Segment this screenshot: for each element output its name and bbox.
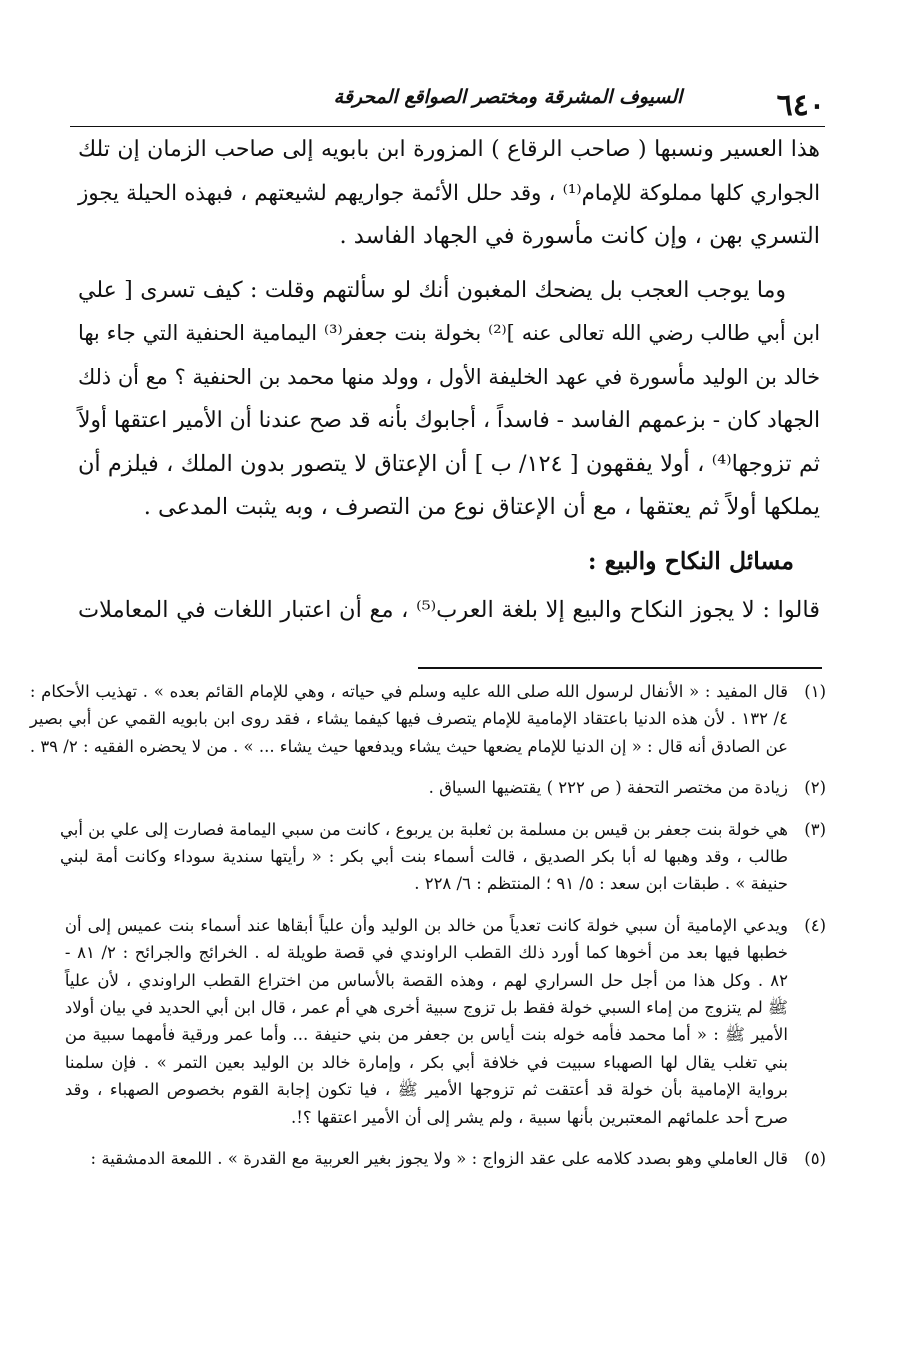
footnote-number: (١)	[804, 682, 826, 701]
paragraph	[78, 269, 820, 530]
running-title: السيوف المشرقة ومختصر الصواقع المحرقة	[333, 86, 683, 108]
footnote-number: (٥)	[804, 1149, 826, 1169]
footnote-line: زيادة من مختصر التحفة ( ص ٢٢٢ ) يقتضيها السياق .	[428, 778, 788, 798]
footnote-line: ويدعي الإمامية أن سبي خولة كانت تعدياً من خالد بن الوليد وأن علياً أبقاها عند أسماء بنت عميس إلى أن	[64, 915, 788, 935]
footnote-number: (٤)	[804, 915, 826, 935]
footnote-line: هي خولة بنت جعفر بن قيس بن مسلمة بن ثعلبة بن يربوع ، كانت من سبي اليمامة فصارت إلى علي بن أبي	[59, 819, 788, 839]
text-line: هذا العسير ونسبها ( صاحب الرقاع ) المزورة ابن بابويه إلى صاحب الزمان إن تلك	[78, 137, 820, 162]
header-rule	[70, 126, 825, 127]
footnote-number: (٣)	[804, 819, 826, 839]
text-line: الجهاد كان - بزعمهم الفاسد - فاسداً ، أجابوك بأنه قد صح عندنا أن الأمير اعتقها أولاً	[78, 408, 820, 433]
text-line: وما يوجب العجب بل يضحك المغبون أنك لو سألتهم وقلت : كيف تسرى [ علي	[78, 277, 786, 303]
footnote-text	[60, 816, 788, 898]
footnote-line: ﷺ لم يتزوج من إماء السبي خولة فقط بل تزوج سبية أخرى هي أم عمر ، قال ابن أبي الحديد في بيان أولاد	[64, 998, 788, 1018]
footnote-line: عن الصادق أنه قال : « إن الدنيا للإمام يضعها حيث يشاء ويدفعها حيث يشاء ... » . من لا يحضره الفقيه : ٢/ ٣٩ .	[29, 736, 788, 756]
footnote	[64, 912, 826, 1131]
footnote	[59, 816, 826, 898]
footnote-line: طالب ، وقد وهبها له أبا بكر الصديق ، قالت أسماء بنت أبي بكر : « رأيتها سندية سوداء وكانت أمة لبني	[59, 847, 788, 867]
footnote-line: خطبها فيها بعد من أخوها كما أورد ذلك القطب الراوندي في قصة طويلة له . الخرائج والجرائح : ٢/ ٨١ -	[64, 943, 788, 963]
footnote	[74, 1145, 826, 1172]
paragraph	[78, 128, 820, 259]
footnote-text	[74, 774, 788, 801]
text-line: ثم تزوجها⁽⁴⁾ ، أولا يفقهون [ ١٢٤/ ب ] أن الإعتاق لا يتصور بدون الملك ، فيلزم أن	[78, 450, 820, 477]
footnote-line: ٨٢ . وكل هذا من أجل حل السراري لهم ، وهذه القصة بالأساس من اختراع القطب الراوندي ، لأن علياً	[64, 970, 788, 990]
footnote-line: صرح أحد علمائهم المعتبرين بأنها سبية ، ولم يشر إلى أن الأمير اعتقها ؟!.	[291, 1107, 788, 1127]
text-line: قالوا : لا يجوز النكاح والبيع إلا بلغة العرب⁽⁵⁾ ، مع أن اعتبار اللغات في المعاملات	[78, 597, 820, 623]
footnote-line: ٤/ ١٣٢ . لأن هذه الدنيا باعتقاد الإمامية للإمام يتصرف فيها كيفما يشاء ، فقد روى ابن بابويه القمي عن أبي بصير	[29, 709, 788, 729]
footnote-number: (٢)	[804, 778, 826, 798]
footnote-separator	[418, 667, 822, 669]
text-line: خالد بن الوليد مأسورة في عهد الخليفة الأول ، وولد منها محمد بن الحنفية ؟ مع أن ذلك	[78, 364, 820, 389]
footnote-text	[74, 1145, 788, 1172]
footnote-text	[65, 912, 788, 1131]
footnote-line: قال المفيد : « الأنفال لرسول الله صلى الله عليه وسلم في حياته ، وهي للإمام القائم بعده » . تهذيب الأحكام :	[29, 682, 788, 701]
text-line: التسري بهن ، وإن كانت مأسورة في الجهاد الفاسد .	[339, 223, 820, 249]
paragraph	[78, 589, 820, 633]
text-line: يملكها أولاً ثم يعتقها ، مع أن الإعتاق نوع من التصرف ، وبه يثبت المدعى .	[143, 494, 820, 520]
footnote	[74, 774, 826, 801]
page-number: ٦٤٠	[776, 88, 825, 123]
footnote	[29, 678, 826, 760]
section-heading: مسائل النكاح والبيع :	[587, 546, 794, 575]
text-line: ابن أبي طالب رضي الله تعالى عنه ]⁽²⁾ بخولة بنت جعفر⁽³⁾ اليمامية الحنفية التي جاء بها	[78, 321, 820, 345]
footnote-line: الأمير ﷺ : « أما محمد فأمه خوله بنت أياس بن جعفر من بني حنيفة ... وأما عمر ورقية فأمهما سبية من	[64, 1025, 788, 1045]
footnote-line: حنيفة » . طبقات ابن سعد : ٥/ ٩١ ؛ المنتظم : ٦/ ٢٢٨ .	[414, 874, 788, 894]
page-header	[70, 84, 825, 130]
footnote-line: بني تغلب يقال لها الصهباء سبيت في خلافة أبي بكر ، وإمارة خالد بن الوليد بعين التمر » . فإن سلمنا	[64, 1052, 788, 1072]
footnotes	[29, 678, 826, 1187]
footnote-line: برواية الإمامية بأن خولة قد أعتقت ثم تزوجها الأمير ﷺ ، فيا تكون إجابة القوم بخصوص الصهباء ، وقد	[64, 1080, 788, 1100]
footnote-line: قال العاملي وهو بصدد كلامه على عقد الزواج : « ولا يجوز بغير العربية مع القدرة » . اللمعة الدمشقية :	[90, 1149, 788, 1169]
footnote-text	[30, 678, 788, 760]
main-text	[78, 128, 820, 643]
text-line: الجواري كلها مملوكة للإمام⁽¹⁾ ، وقد حلل الأئمة جواريهم لشيعتهم ، فبهذه الحيلة يجوز	[78, 180, 820, 206]
